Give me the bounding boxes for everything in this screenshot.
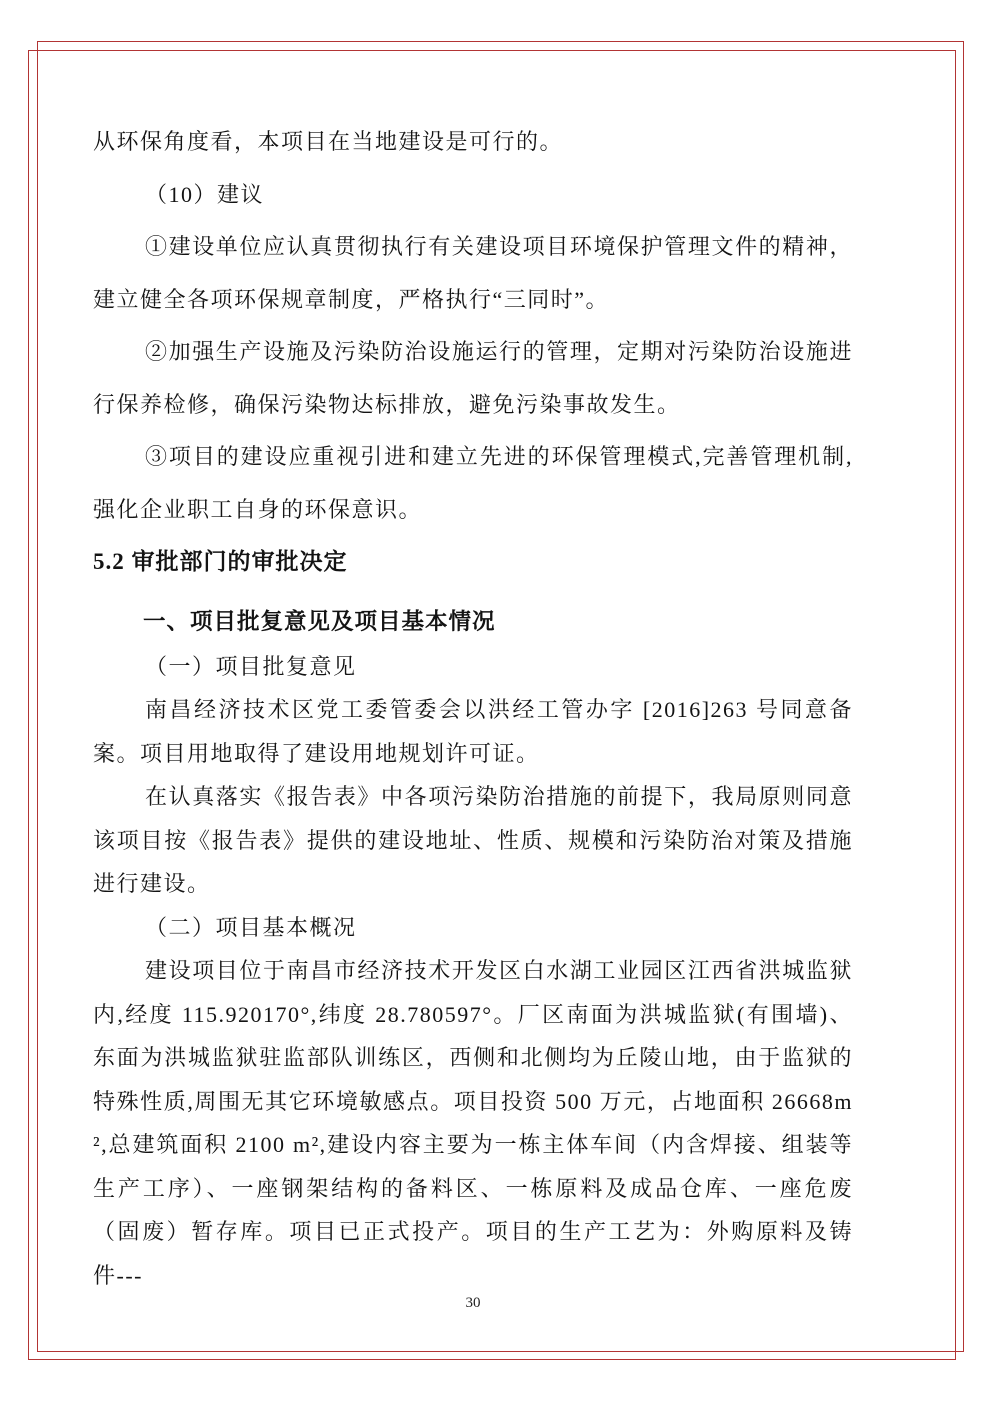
section-heading-5-2: 5.2 审批部门的审批决定 <box>93 549 348 574</box>
section-conclusion <box>93 116 853 589</box>
page-number: 30 <box>465 1295 481 1311</box>
paragraph-item2-body1: 建设项目位于南昌市经济技术开发区白水湖工业园区江西省洪城监狱内,经度 115.920170°,纬度 28.780597°。厂区南面为洪城监狱(有围墙)、东面为洪城监狱驻监部队训练区，西侧和北侧均为丘陵山地，由于监狱的特殊性质,周围无其它环境敏感点。项目投资 500 万元，占地面积 26668m²,总建筑面积 2100 m²,建设内容主要为一栋主体车间（内含焊接、组装等生产工序）、一座钢架结构的备料区、一栋原料及成品仓库、一座危废（固废）暂存库。项目已正式投产。项目的生产工艺为：外购原料及铸件--- <box>93 958 853 1288</box>
paragraph-suggestion-title: （10）建议 <box>145 181 265 207</box>
document-body <box>93 116 853 1297</box>
paragraph-conclusion: 从环保角度看，本项目在当地建设是可行的。 <box>93 129 564 154</box>
paragraph-item2-title: （二）项目基本概况 <box>145 914 357 940</box>
sub-heading-approval: 一、项目批复意见及项目基本情况 <box>143 608 496 634</box>
paragraph-item1-body1: 南昌经济技术区党工委管委会以洪经工管办字 [2016]263 号同意备案。项目用地取得了建设用地规划许可证。 <box>93 697 853 766</box>
section-approval-details <box>93 645 853 1298</box>
paragraph-item1-title: （一）项目批复意见 <box>145 653 357 679</box>
paragraph-item1-body2: 在认真落实《报告表》中各项污染防治措施的前提下，我局原则同意该项目按《报告表》提供的建设地址、性质、规模和污染防治对策及措施进行建设。 <box>93 784 853 896</box>
paragraph-suggestion-1: ①建设单位应认真贯彻执行有关建设项目环境保护管理文件的精神，建立健全各项环保规章制度，严格执行“三同时”。 <box>93 234 853 312</box>
paragraph-suggestion-2: ②加强生产设施及污染防治设施运行的管理，定期对污染防治设施进行保养检修，确保污染物达标排放，避免污染事故发生。 <box>93 339 853 417</box>
paragraph-suggestion-3: ③项目的建设应重视引进和建立先进的环保管理模式,完善管理机制,强化企业职工自身的环保意识。 <box>93 444 853 522</box>
